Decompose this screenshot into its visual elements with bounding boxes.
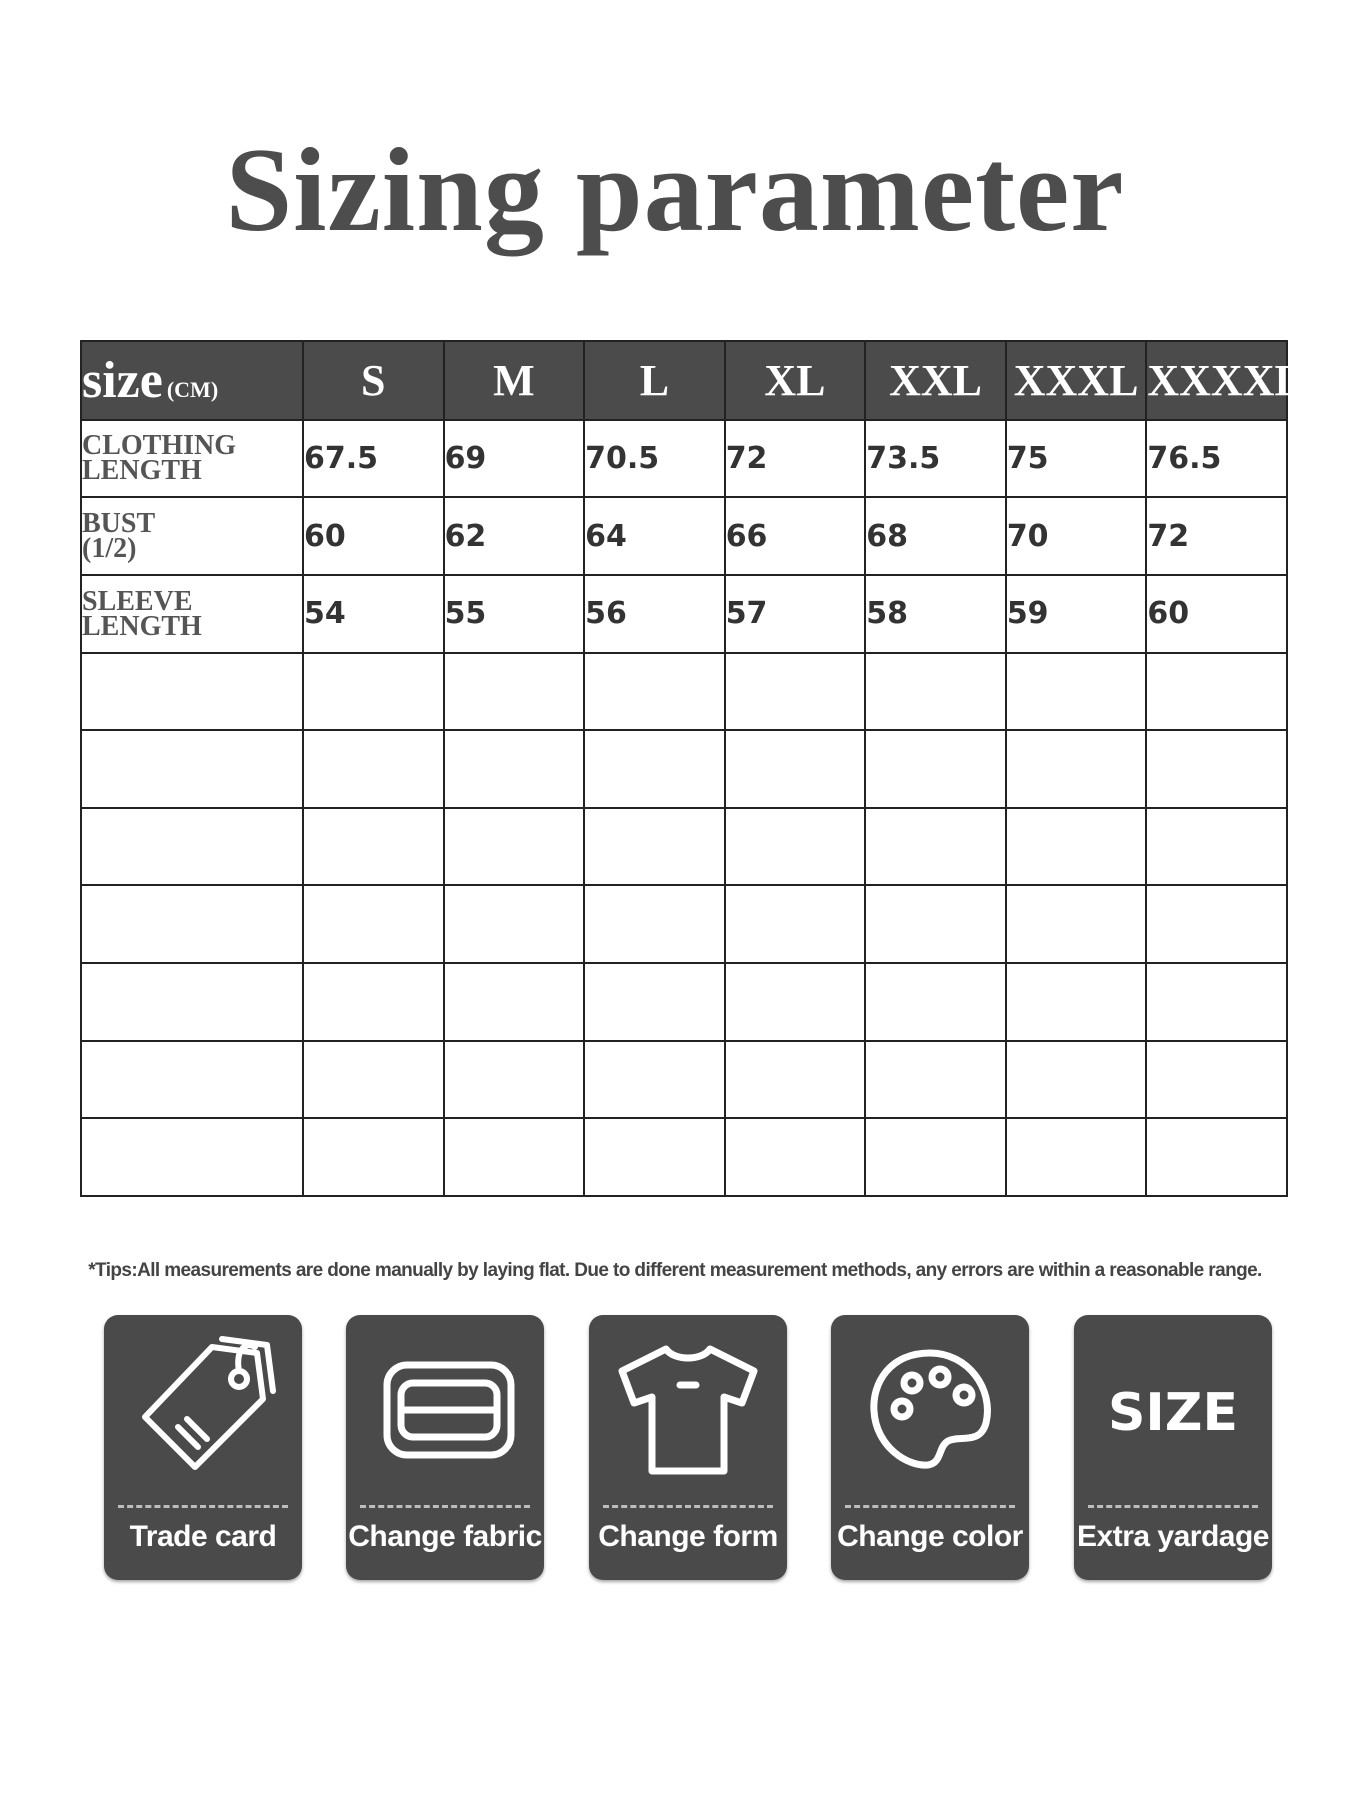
- table-row-empty: [81, 963, 1287, 1041]
- card-label: Trade card: [129, 1520, 277, 1553]
- change-color-card[interactable]: [831, 1315, 1029, 1580]
- row-label: CLOTHING LENGTH: [81, 420, 303, 498]
- table-row-sleeve-length: [81, 575, 1287, 653]
- table-cell: 70: [1006, 497, 1147, 575]
- table-cell: 75: [1006, 420, 1147, 498]
- palette-icon: [850, 1335, 1010, 1485]
- table-row-empty: [81, 1041, 1287, 1119]
- table-cell: 66: [725, 497, 866, 575]
- size-label: size: [82, 351, 163, 409]
- size-chart-table: [80, 340, 1304, 1197]
- card-divider: [845, 1505, 1015, 1508]
- change-fabric-card[interactable]: [346, 1315, 544, 1580]
- table-cell: 72: [725, 420, 866, 498]
- size-unit-header: [81, 341, 303, 420]
- page-title: Sizing parameter: [225, 123, 1125, 256]
- card-label: Change color: [837, 1520, 1023, 1553]
- card-divider: [603, 1505, 773, 1508]
- table-cell: 56: [584, 575, 725, 653]
- card-label: Change fabric: [348, 1520, 542, 1553]
- table-header-row: [81, 341, 1287, 420]
- measurement-tips: *Tips:All measurements are done manually by laying flat. Due to different measurement methods, any errors are within a reasonable range.: [88, 1260, 1262, 1281]
- card-divider: [118, 1505, 288, 1508]
- card-divider: [1088, 1505, 1258, 1508]
- size-header-l: L: [584, 341, 725, 420]
- row-label: BUST (1/2): [81, 497, 303, 575]
- table-cell: 54: [303, 575, 444, 653]
- table-row-empty: [81, 808, 1287, 886]
- table-cell: 58: [865, 575, 1006, 653]
- table-cell: 57: [725, 575, 866, 653]
- tshirt-icon: [608, 1335, 768, 1485]
- table-cell: 60: [1146, 575, 1287, 653]
- table-row-bust: [81, 497, 1287, 575]
- card-label: Extra yardage: [1077, 1520, 1269, 1553]
- size-header-xxxxl: XXXXL: [1146, 341, 1287, 420]
- row-label: SLEEVE LENGTH: [81, 575, 303, 653]
- table-cell: 62: [444, 497, 585, 575]
- size-header-xxl: XXL: [865, 341, 1006, 420]
- size-icon: [1093, 1335, 1253, 1485]
- unit-label: (CM): [166, 376, 219, 402]
- service-cards: [104, 1315, 1280, 1580]
- size-header-s: S: [303, 341, 444, 420]
- table-cell: 67.5: [303, 420, 444, 498]
- table-cell: 64: [584, 497, 725, 575]
- table-cell: 68: [865, 497, 1006, 575]
- table-cell: 70.5: [584, 420, 725, 498]
- size-header-xl: XL: [725, 341, 866, 420]
- table-cell: 69: [444, 420, 585, 498]
- table-row-empty: [81, 1118, 1287, 1196]
- table-cell: 59: [1006, 575, 1147, 653]
- table-cell: 73.5: [865, 420, 1006, 498]
- table-cell: 72: [1146, 497, 1287, 575]
- card-divider: [360, 1505, 530, 1508]
- fabric-icon: [365, 1335, 525, 1485]
- size-icon-text: SIZE: [1107, 1383, 1239, 1443]
- trade-card-card[interactable]: [104, 1315, 302, 1580]
- card-label: Change form: [598, 1520, 778, 1553]
- table-cell: 60: [303, 497, 444, 575]
- change-form-card[interactable]: [589, 1315, 787, 1580]
- table-row-empty: [81, 885, 1287, 963]
- price-tag-icon: [123, 1335, 283, 1485]
- table-row-clothing-length: [81, 420, 1287, 498]
- size-header-xxxl: XXXL: [1006, 341, 1147, 420]
- extra-yardage-card[interactable]: [1074, 1315, 1272, 1580]
- table-cell: 76.5: [1146, 420, 1287, 498]
- table-row-empty: [81, 653, 1287, 731]
- table-cell: 55: [444, 575, 585, 653]
- table-row-empty: [81, 730, 1287, 808]
- size-header-m: M: [444, 341, 585, 420]
